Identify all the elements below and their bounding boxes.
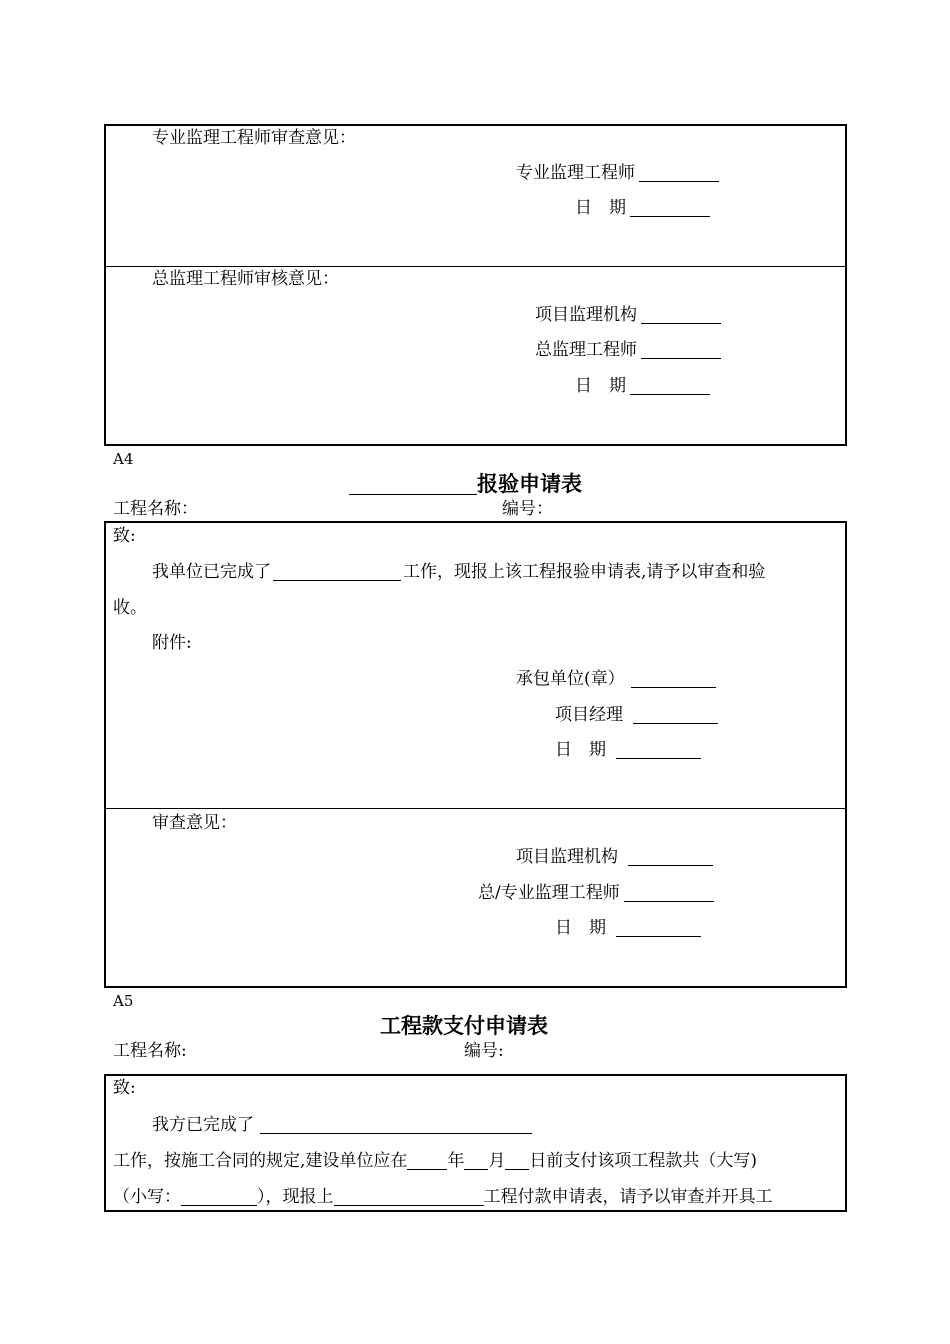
date-line[interactable]: [630, 199, 710, 217]
title-suffix: 报验申请表: [477, 472, 582, 496]
project-name-label: 工程名称:: [113, 1041, 187, 1061]
body-text: 工程付款申请表，请予以审查并开具工: [483, 1187, 773, 1207]
date-field: [555, 741, 701, 759]
signature-line[interactable]: [628, 848, 713, 866]
date-line[interactable]: [616, 741, 701, 759]
body-line-2: 收。: [113, 598, 147, 618]
number-label: 编号:: [464, 1041, 504, 1061]
to-label: 致:: [113, 1078, 136, 1098]
body-text: 我方已完成了: [152, 1115, 254, 1135]
inspection-form-box: [104, 521, 847, 988]
date-line[interactable]: [616, 919, 701, 937]
date-field: [555, 919, 701, 937]
chief-engineer-signature: [535, 341, 721, 359]
attachment-label: 附件:: [152, 633, 192, 653]
review-label: 审查意见：: [152, 813, 237, 833]
work-blank-line[interactable]: [273, 563, 401, 581]
payment-line-2: [113, 1152, 757, 1170]
signature-line[interactable]: [641, 306, 721, 324]
specialist-opinion-label: 专业监理工程师审查意见：: [152, 128, 356, 148]
work-blank-line[interactable]: [260, 1116, 532, 1134]
day-blank[interactable]: [505, 1152, 529, 1170]
form-code-a4: A4: [113, 450, 134, 468]
chief-engineer-label: 总监理工程师: [535, 340, 637, 360]
form-title-a4: [349, 473, 582, 495]
divider: [105, 266, 846, 267]
contractor-signature: [516, 670, 716, 688]
date-label: 日 期: [575, 198, 626, 218]
body-text: 我单位已完成了: [152, 562, 271, 582]
signature-line[interactable]: [624, 884, 714, 902]
chief-spec-engineer-label: 总/专业监理工程师: [478, 883, 620, 903]
year-label: 年: [447, 1151, 465, 1171]
body-text: 工作，现报上该工程报验申请表,请予以审查和验: [403, 562, 766, 582]
signature-line[interactable]: [631, 670, 716, 688]
project-name-label: 工程名称：: [113, 499, 198, 519]
signature-line[interactable]: [639, 164, 719, 182]
contractor-label: 承包单位(章）: [516, 669, 625, 689]
number-label: 编号：: [502, 499, 553, 519]
agency-label: 项目监理机构: [516, 847, 618, 867]
body-text: 工作，按施工合同的规定,建设单位应在: [113, 1151, 408, 1171]
year-blank[interactable]: [407, 1152, 447, 1170]
body-text: （小写：: [113, 1187, 181, 1207]
project-agency-signature: [535, 306, 721, 324]
payment-line-1: [152, 1116, 532, 1134]
month-label: 月: [488, 1151, 506, 1171]
amount-blank[interactable]: [181, 1188, 257, 1206]
date-field: [575, 199, 710, 217]
form-code-a5: A5: [113, 992, 134, 1010]
specialist-engineer-signature: [516, 164, 719, 182]
payment-line-3: [113, 1188, 773, 1206]
body-text: ），现报上: [257, 1187, 334, 1207]
body-line-1: [152, 563, 765, 581]
divider: [105, 808, 846, 809]
date-label: 日 期: [555, 918, 606, 938]
to-label: 致:: [113, 526, 136, 546]
form-title-a5: 工程款支付申请表: [380, 1014, 548, 1038]
date-line[interactable]: [630, 377, 710, 395]
pm-label: 项目经理: [555, 705, 623, 725]
chief-spec-engineer-signature: [478, 884, 714, 902]
pm-signature: [555, 706, 718, 724]
date-label: 日 期: [575, 376, 626, 396]
project-agency-label: 项目监理机构: [535, 305, 637, 325]
title-blank-line[interactable]: [349, 473, 477, 495]
body-text: 日前支付该项工程款共（大写): [529, 1151, 758, 1171]
month-blank[interactable]: [464, 1152, 488, 1170]
agency-signature: [516, 848, 713, 866]
specialist-engineer-label: 专业监理工程师: [516, 163, 635, 183]
date-field: [575, 377, 710, 395]
date-label: 日 期: [555, 740, 606, 760]
signature-line[interactable]: [633, 706, 718, 724]
project-blank[interactable]: [334, 1188, 484, 1206]
signature-line[interactable]: [641, 341, 721, 359]
chief-opinion-label: 总监理工程师审核意见：: [152, 269, 339, 289]
